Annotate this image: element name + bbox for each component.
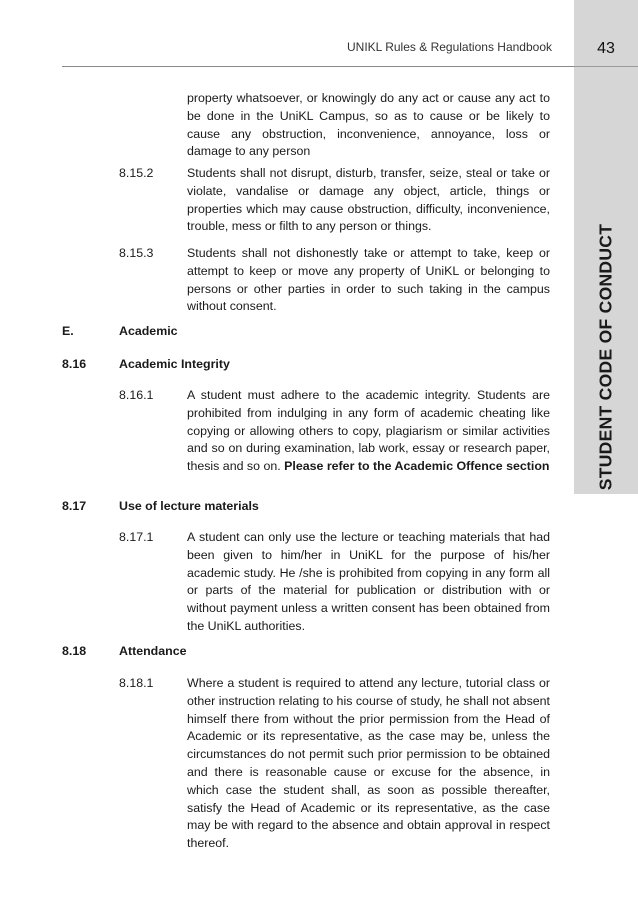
clause-number: 8.16.1 bbox=[119, 388, 154, 402]
section-number: E. bbox=[62, 324, 74, 338]
clause-reference: Please refer to the Academic Offence section bbox=[284, 459, 550, 474]
clause-number: 8.17.1 bbox=[119, 530, 154, 544]
section-number: 8.18 bbox=[62, 644, 87, 658]
running-header: UNIKL Rules & Regulations Handbook bbox=[346, 40, 552, 54]
header-divider bbox=[62, 66, 574, 67]
clause-number: 8.15.3 bbox=[119, 246, 154, 260]
section-title: Attendance bbox=[119, 644, 187, 658]
clause-number: 8.15.2 bbox=[119, 166, 154, 180]
continuation-paragraph: property whatsoever, or knowingly do any act or cause any act to be done in the UniKL Campus, so as to cause or be likely to cause any obstruction, inconvenience, annoyance, loss or damage to any person bbox=[187, 91, 550, 159]
section-title: Use of lecture materials bbox=[119, 499, 259, 513]
clause-text: Where a student is required to attend any lecture, tutorial class or other instruction relating to his course of study, he shall not absent himself there from without the prior permission from the Head of Academic or its representative, as the case may be, unless the circumstances do not permit such prior permission to be obtained and there is reasonable cause or excuse for the absence, in which case the student shall, as soon as possible thereafter, satisfy the Head of Academic or its representative, as the case may be with regard to the absence and obtain approval in respect thereof. bbox=[187, 676, 550, 851]
section-title: Academic bbox=[119, 324, 178, 338]
clause-text bbox=[187, 387, 550, 476]
side-tab-label bbox=[574, 223, 638, 491]
page-number: 43 bbox=[597, 40, 615, 57]
clause-text: Students shall not disrupt, disturb, transfer, seize, steal or take or violate, vandalise or damage any object, article, things or properties which may cause obstruction, difficulty, inconvenience, trouble, mess or filth to any person or things. bbox=[187, 166, 550, 234]
chapter-title: STUDENT CODE OF CONDUCT bbox=[595, 223, 616, 491]
clause-number: 8.18.1 bbox=[119, 676, 154, 690]
clause-text: Students shall not dishonestly take or attempt to take, keep or attempt to keep or move any property of UniKL or belonging to persons or other parties in order to such taking in the campus without consent. bbox=[187, 246, 550, 314]
section-title: Academic Integrity bbox=[119, 357, 230, 371]
clause-body: A student must adhere to the academic integrity. Students are prohibited from indulging in any form of academic cheating like copying or allowing others to copy, plagiarism or similar activities and so on during examination, lab work, essay or research paper, thesis and so on. bbox=[187, 388, 550, 474]
section-number: 8.16 bbox=[62, 357, 87, 371]
section-number: 8.17 bbox=[62, 499, 87, 513]
side-tab-divider bbox=[574, 66, 638, 67]
clause-text: A student can only use the lecture or teaching materials that had been given to him/her in UniKL for the purpose of his/her academic study. He /she is prohibited from copying in any form all or parts of the material for publication or distribution with or without payment unless a written consent has been obtained from the UniKL authorities. bbox=[187, 530, 550, 633]
